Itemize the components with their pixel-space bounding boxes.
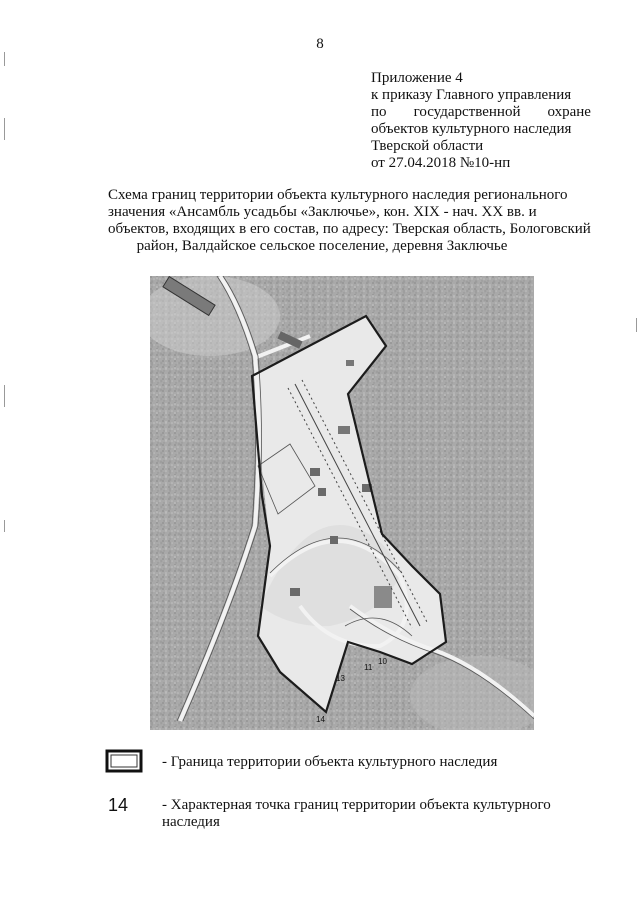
point-legend-number: 14 [108, 795, 129, 815]
point-label: 11 [364, 663, 373, 672]
appendix-line: объектов культурного наследия [371, 121, 572, 137]
appendix-line: к приказу Главного управления [371, 87, 572, 103]
boundary-legend-text: - Граница территории объекта культурного наследия [162, 754, 498, 770]
scan-margin-mark [4, 118, 5, 140]
appendix-line [371, 104, 591, 121]
boundary-map [150, 276, 534, 730]
boundary-legend-symbol [105, 749, 143, 773]
title-line: Схема границ территории объекта культурного наследия регионального [108, 187, 568, 203]
title-line: значения «Ансамбль усадьбы «Заключье», кон. XIX - нач. XX вв. и [108, 204, 537, 220]
appendix-line: Тверской области [371, 138, 484, 154]
appendix-date-line: от 27.04.2018 №10-нп [371, 155, 511, 171]
point-legend-text [162, 797, 551, 831]
document-title [108, 187, 591, 255]
title-line: объектов, входящих в его состав, по адресу: Тверская область, Бологовский [108, 221, 591, 237]
point-legend-line: наследия [162, 814, 220, 830]
point-label: 10 [378, 657, 387, 666]
title-line: район, Валдайское сельское поселение, деревня Заключье [136, 238, 508, 254]
page-number: 8 [316, 36, 324, 52]
appendix-word: государственной [413, 104, 521, 120]
appendix-line: Приложение 4 [371, 70, 463, 86]
scan-margin-mark [636, 318, 637, 332]
scan-margin-mark [4, 385, 5, 407]
scan-margin-mark [4, 520, 5, 532]
scan-margin-mark [4, 52, 5, 66]
appendix-word: по [371, 104, 387, 120]
point-label: 13 [336, 674, 345, 683]
appendix-header [371, 70, 591, 172]
point-label: 14 [316, 715, 325, 724]
appendix-word: охране [547, 104, 591, 120]
point-legend-line: - Характерная точка границ территории объекта культурного [162, 797, 551, 813]
